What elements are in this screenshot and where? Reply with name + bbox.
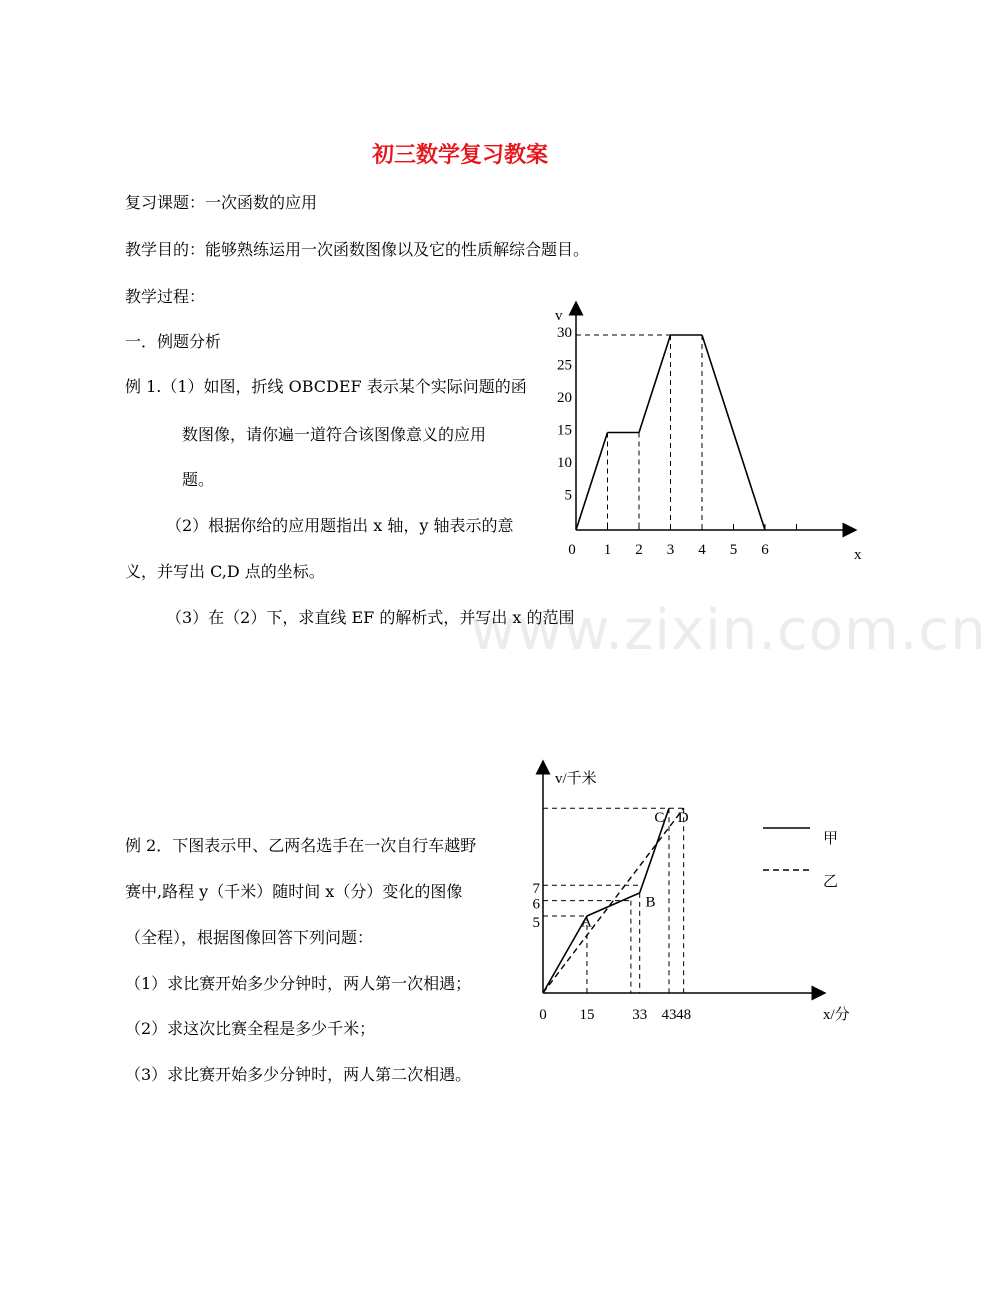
document-title: 初三数学复习教案	[371, 142, 548, 168]
section-heading: 一．例题分析	[125, 332, 222, 351]
chart2-x-tick-label: 48	[676, 1007, 692, 1023]
example1-line2: 数图像，请你遍一道符合该图像意义的应用	[182, 425, 487, 444]
chart2-series-jia-segment	[587, 893, 640, 916]
chart1-x-tick-label: 1	[603, 542, 612, 558]
chart1-series-segment	[639, 335, 671, 433]
chart1-y-tick-label: 10	[557, 455, 572, 471]
chart1-y-tick-label: 5	[564, 487, 572, 504]
chart1-y-tick-label: 15	[557, 422, 572, 439]
chart2-x-tick-label: 15	[579, 1007, 595, 1023]
chart2-legend-yi-label: 乙	[823, 874, 839, 890]
chart2-y-tick-label: 6	[532, 896, 540, 913]
example1-line5: 义，并写出 C,D 点的坐标。	[125, 562, 325, 581]
chart1-x-tick-label: 4	[698, 542, 706, 558]
chart1-y-tick-label: 20	[557, 390, 572, 406]
chart1-x-tick-label: 6	[761, 542, 769, 558]
chart2-x-tick-label: 33	[632, 1007, 648, 1023]
example2-question2: （2）求这次比赛全程是多少千米；	[125, 1019, 376, 1038]
example2-line1: 例 2．下图表示甲、乙两名选手在一次自行车越野	[125, 836, 477, 855]
teaching-objective: 教学目的：能够熟练运用一次函数图像以及它的性质解综合题目。	[125, 240, 590, 259]
chart2-point-label: A	[581, 914, 592, 931]
chart2-distance-graph	[525, 755, 870, 1040]
chart2-x-tick-label: 0	[539, 1007, 547, 1023]
example1-line3: 题。	[182, 470, 215, 489]
chart1-x-tick-label: 2	[635, 542, 643, 558]
chart2-point-label: B	[645, 894, 656, 911]
chart1-velocity-graph	[540, 290, 880, 580]
chart1-x-tick-label: 0	[568, 542, 576, 558]
example2-line3: （全程），根据图像回答下列问题：	[125, 928, 374, 947]
chart1-y-tick-label: 30	[557, 325, 572, 341]
chart1-x-axis-label: x	[854, 547, 862, 563]
chart2-point-label: D	[677, 809, 689, 826]
example2-question3: （3）求比赛开始多少分钟时，两人第二次相遇。	[125, 1065, 472, 1084]
example1-line4: （2）根据你给的应用题指出 x 轴，y 轴表示的意	[166, 516, 514, 535]
chart1-y-tick-label: 25	[557, 357, 572, 374]
chart2-y-axis-label: v/千米	[555, 771, 597, 787]
course-topic: 复习课题：一次函数的应用	[125, 193, 318, 212]
chart1-x-tick-label: 3	[666, 542, 675, 558]
watermark: www.zixin.com.cn	[470, 598, 987, 663]
chart2-x-tick-label: 43	[661, 1007, 677, 1023]
chart2-y-tick-label: 5	[532, 914, 540, 931]
chart2-legend-jia-label: 甲	[823, 831, 839, 847]
teaching-process-label: 教学过程：	[125, 287, 206, 306]
chart1-series-segment	[576, 433, 608, 531]
example2-question1: （1）求比赛开始多少分钟时，两人第一次相遇；	[125, 974, 472, 993]
chart1-series-segment	[702, 335, 765, 530]
chart1-y-axis-label: v	[555, 308, 563, 324]
chart2-point-label: C	[654, 809, 665, 826]
chart2-x-axis-label: x/分	[823, 1007, 850, 1023]
example1-line1: 例 1.（1）如图，折线 OBCDEF 表示某个实际问题的函	[125, 377, 527, 396]
chart1-x-tick-label: 5	[729, 542, 738, 558]
chart2-y-tick-label: 7	[532, 881, 540, 898]
example1-line6: （3）在（2）下，求直线 EF 的解析式，并写出 x 的范围	[166, 608, 575, 627]
example2-line2: 赛中,路程 y（千米）随时间 x（分）变化的图像	[125, 882, 463, 901]
